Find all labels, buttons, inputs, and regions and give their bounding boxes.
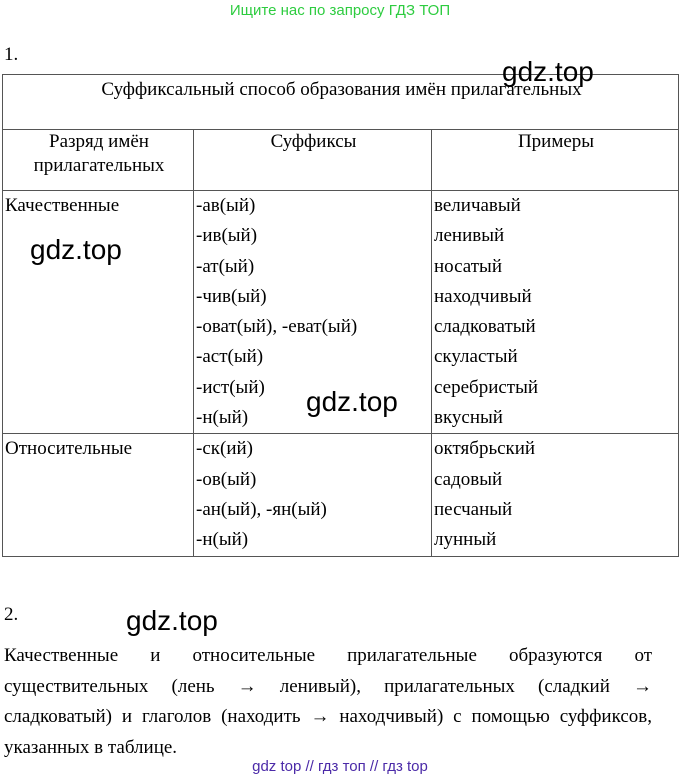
suffix-item: -ив(ый) bbox=[196, 225, 258, 247]
suffix-item: -чив(ый) bbox=[196, 285, 267, 307]
example-item: носатый bbox=[434, 255, 502, 277]
suffix-item: -ан(ый), -ян(ый) bbox=[196, 498, 327, 520]
watermark: gdz.top bbox=[126, 605, 218, 636]
example-item: вкусный bbox=[434, 407, 503, 429]
example-item: находчивый bbox=[434, 285, 532, 307]
header-category-line2: прилагательных bbox=[33, 155, 165, 176]
example-item: песчаный bbox=[434, 498, 513, 520]
category-cell: Относительные bbox=[3, 434, 194, 556]
header-examples: Примеры bbox=[432, 130, 679, 191]
suffix-item: -ов(ый) bbox=[196, 468, 257, 490]
answer-paragraph: Качественные и относительные прилагательные образуются от существительных (лень → ленивый), прилагательных (сладкий → сладковатый) и глаголов (находить → находчивый) с помощью суффиксов, указанных в таблице. bbox=[4, 645, 652, 758]
watermark: gdz.top bbox=[30, 234, 122, 265]
suffix-item: -ав(ый) bbox=[196, 195, 256, 216]
suffixes-cell bbox=[194, 434, 432, 556]
example-item: лунный bbox=[434, 529, 497, 551]
section-2-number: 2. bbox=[4, 604, 19, 625]
watermark: gdz.top bbox=[502, 56, 594, 87]
source-banner: Ищите нас по запросу ГДЗ ТОП bbox=[229, 2, 451, 19]
suffix-item: -аст(ый) bbox=[196, 346, 264, 368]
table-row-relative bbox=[3, 434, 679, 556]
example-item: октябрьский bbox=[434, 438, 536, 460]
example-item: серебристый bbox=[434, 376, 539, 398]
examples-cell bbox=[432, 191, 679, 434]
header-suffixes: Суффиксы bbox=[194, 130, 432, 191]
suffix-item: -н(ый) bbox=[196, 407, 249, 429]
header-category-line1: Разряд имён bbox=[49, 131, 149, 152]
watermark: gdz.top bbox=[306, 386, 398, 417]
suffix-table bbox=[2, 74, 679, 557]
example-item: ленивый bbox=[434, 225, 505, 247]
footer-links: gdz top // гдз топ // гдз top bbox=[252, 758, 428, 775]
suffix-item: -ск(ий) bbox=[196, 438, 253, 460]
category-cell: Качественные bbox=[3, 191, 194, 434]
suffix-item: -ист(ый) bbox=[196, 376, 265, 398]
suffix-item: -оват(ый), -еват(ый) bbox=[196, 316, 358, 338]
example-item: величавый bbox=[434, 195, 521, 216]
examples-cell bbox=[432, 434, 679, 556]
suffix-item: -ат(ый) bbox=[196, 255, 255, 277]
example-item: скуластый bbox=[434, 346, 518, 368]
section-1-number: 1. bbox=[4, 44, 19, 65]
suffix-item: -н(ый) bbox=[196, 529, 249, 551]
example-item: сладковатый bbox=[434, 316, 536, 338]
example-item: садовый bbox=[434, 468, 503, 490]
table-title: Суффиксальный способ образования имён прилагательных bbox=[3, 75, 679, 130]
header-category bbox=[3, 130, 194, 191]
